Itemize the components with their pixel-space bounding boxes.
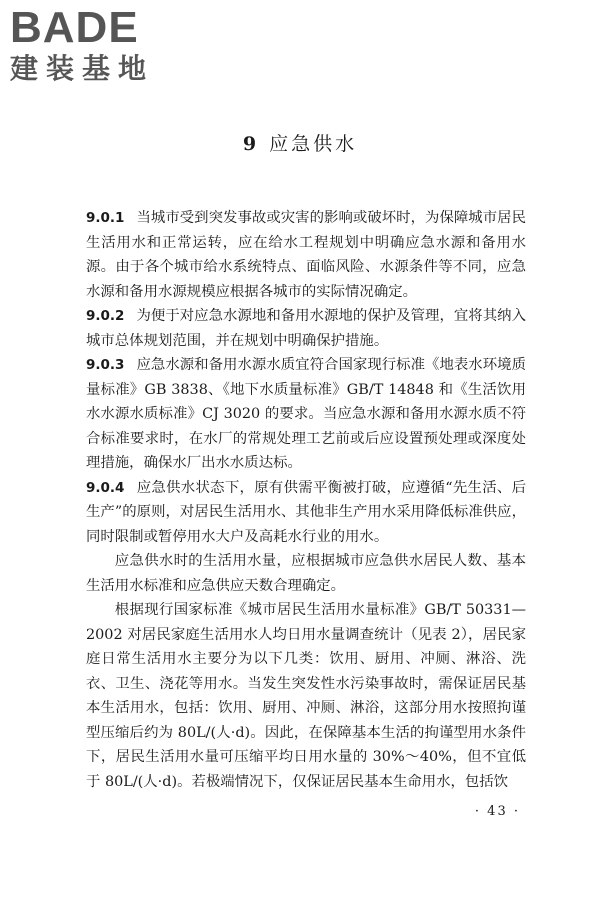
page-number: · 43 · [474,804,520,819]
clause-text: 当城市受到突发事故或灾害的影响或破坏时，为保障城市居民生活用水和正常运转，应在给水工程规划中明确应急水源和备用水源。由于各个城市给水系统特点、面临风险、水源条件等不同，应急水源和备用水源规模应根据各城市的实际情况确定。 [86,210,526,300]
chapter-heading [0,132,600,156]
clause-paragraph [86,304,526,353]
clause-text: 应急水源和备用水源水质宜符合国家现行标准《地表水环境质量标准》GB 3838、《地下水质量标准》GB/T 14848 和《生活饮用水水源水质标准》CJ 3020 的要求。当应急水源和备用水源水质不符合标准要求时，在水厂的常规处理工艺前或后应设置预处理或深度处理措施，确保水厂出水水质达标。 [86,357,526,471]
body-paragraph: 根据现行国家标准《城市居民生活用水量标准》GB/T 50331—2002 对居民家庭生活用水人均日用水量调查统计（见表 2），居民家庭日常生活用水主要分为以下几类：饮用、厨用、冲厕、淋浴、洗衣、卫生、浇花等用水。当发生突发性水污染事故时，需保证居民基本生活用水，包括：饮用、厨用、冲厕、淋浴，这部分用水按照拘谨型压缩后约为 80L/(人·d)。因此，在保障基本生活的拘谨型用水条件下，居民生活用水量可压缩平均日用水量的 30%～40%，但不宜低于 80L/(人·d)。若极端情况下，仅保证居民基本生命用水，包括饮 [86,602,526,790]
chapter-title: 应急供水 [269,133,358,155]
clause-number: 9.0.4 [86,479,125,496]
clause-number: 9.0.3 [86,357,125,373]
logo [10,3,180,85]
logo-mark: BADE [10,3,139,52]
body-paragraph: 应急供水时的生活用水量，应根据城市应急供水居民人数、基本生活用水标准和应急供应天数合理确定。 [86,553,526,594]
clause-paragraph [86,353,526,476]
clause-number: 9.0.2 [86,308,125,324]
clause-number: 9.0.1 [86,210,125,226]
body-text [86,206,526,794]
clause-text: 为便于对应急水源地和备用水源地的保护及管理，宜将其纳入城市总体规划范围，并在规划中明确保护措施。 [86,308,526,349]
clause-text: 应急供水状态下，原有供需平衡被打破，应遵循“先生活、后生产”的原则，对居民生活用水、其他非生产用水采用降低标准供应，同时限制或暂停用水大户及高耗水行业的用水。 [86,479,526,545]
clause-paragraph [86,476,526,550]
clause-paragraph [86,206,526,304]
logo-subtitle: 建装基地 [10,52,155,85]
chapter-number: 9 [242,133,260,155]
